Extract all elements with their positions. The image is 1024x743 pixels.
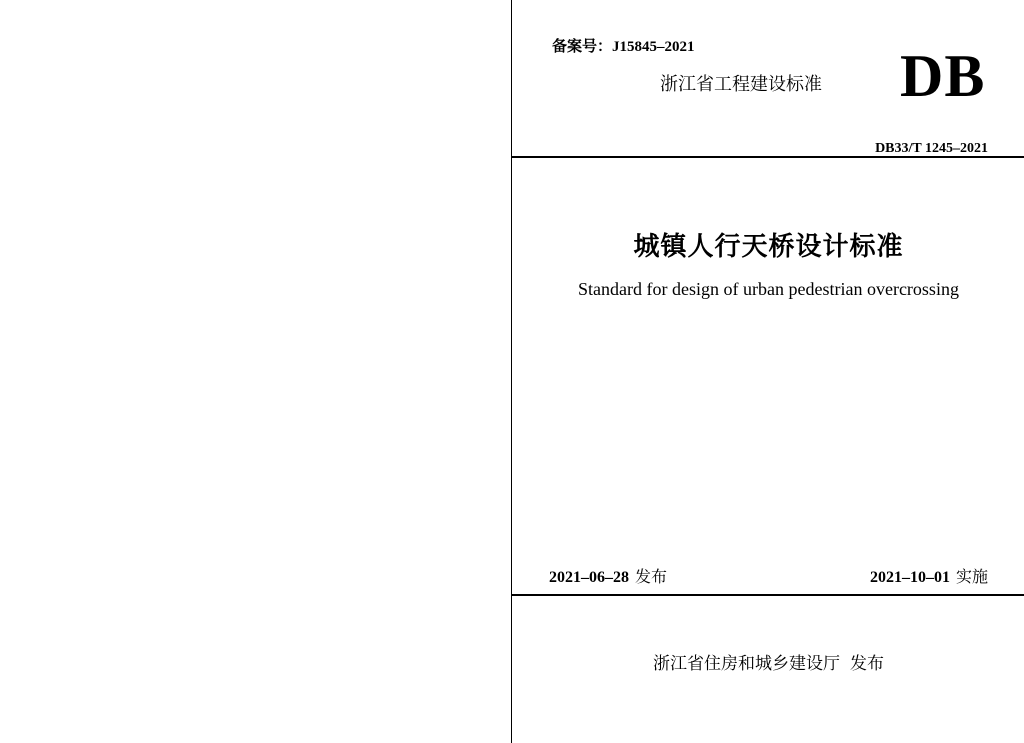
issuer-organization: 浙江省住房和城乡建设厅 [653,654,840,674]
issue-date-line [549,564,667,587]
filing-number: 备案号：J15845–2021 [552,39,695,55]
standard-category: 浙江省工程建设标准 [660,74,822,95]
issuer-action: 发布 [850,654,884,674]
title-chinese: 城镇人行天桥设计标准 [633,232,904,262]
issuer-line [512,649,1024,674]
implementation-date-line [870,564,988,587]
implementation-date: 2021–10–01 [869,569,950,586]
standard-cover-page [511,0,1024,743]
blank-left-page [0,0,511,743]
standard-number: DB33/T 1245–2021 [875,141,988,156]
implementation-label: 实施 [955,567,988,586]
db-logo: DB [900,43,986,109]
bottom-divider [512,594,1024,596]
title-english: Standard for design of urban pedestrian overcrossing [578,279,959,299]
issue-label: 发布 [635,567,668,586]
issue-date: 2021–06–28 [549,569,629,586]
